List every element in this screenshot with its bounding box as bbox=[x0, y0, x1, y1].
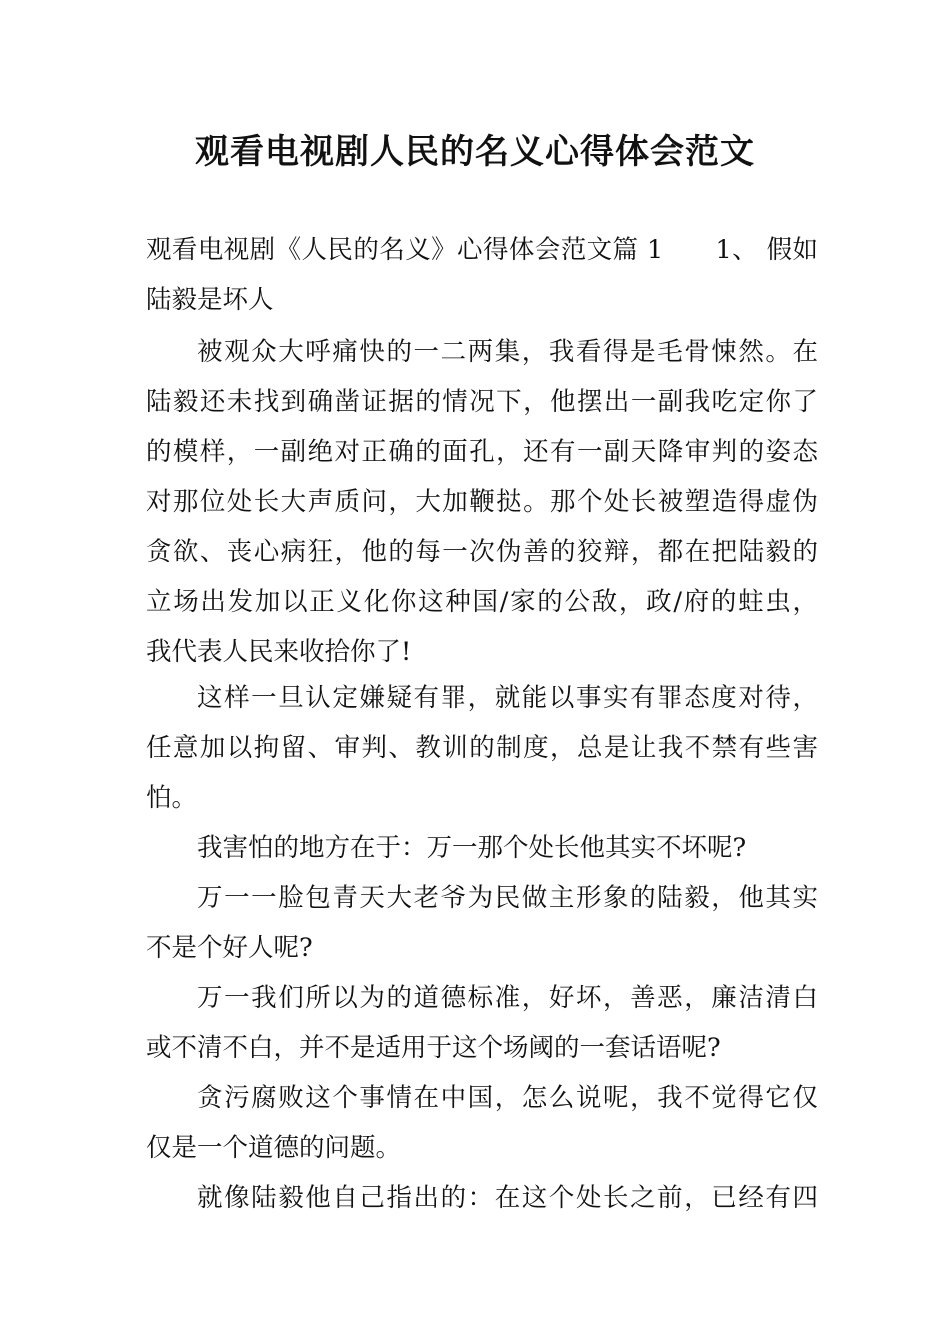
paragraph-line: 陆毅还未找到确凿证据的情况下，他摆出一副我吃定你了 bbox=[146, 387, 818, 417]
paragraph-line: 不是个好人呢? bbox=[146, 933, 313, 963]
paragraph-line: 立场出发加以正义化你这种国/家的公敌，政/府的蛀虫， bbox=[146, 587, 818, 617]
paragraph-line: 这样一旦认定嫌疑有罪，就能以事实有罪态度对待， bbox=[197, 683, 818, 713]
paragraph-line: 我代表人民来收拾你了! bbox=[146, 637, 412, 667]
heading-line: 陆毅是坏人 bbox=[146, 285, 274, 315]
paragraph-line: 贪污腐败这个事情在中国，怎么说呢，我不觉得它仅 bbox=[197, 1083, 818, 1113]
document-title: 观看电视剧人民的名义心得体会范文 bbox=[195, 132, 755, 172]
paragraph-line: 贪欲、丧心病狂，他的每一次伪善的狡辩，都在把陆毅的 bbox=[146, 537, 818, 567]
paragraph-line: 仅是一个道德的问题。 bbox=[146, 1133, 402, 1163]
paragraph-line: 我害怕的地方在于：万一那个处长他其实不坏呢? bbox=[197, 833, 747, 863]
paragraph-line: 就像陆毅他自己指出的：在这个处长之前，已经有四 bbox=[197, 1183, 818, 1213]
paragraph-line: 的模样，一副绝对正确的面孔，还有一副天降审判的姿态 bbox=[146, 437, 818, 467]
heading-line: 观看电视剧《人民的名义》心得体会范文篇 1 1、 假如 bbox=[146, 235, 818, 265]
paragraph-line: 怕。 bbox=[146, 783, 198, 813]
paragraph-line: 任意加以拘留、审判、教训的制度，总是让我不禁有些害 bbox=[146, 733, 818, 763]
paragraph-line: 对那位处长大声质问，大加鞭挞。那个处长被塑造得虚伪 bbox=[146, 487, 818, 517]
paragraph-line: 万一我们所以为的道德标准，好坏，善恶，廉洁清白 bbox=[197, 983, 818, 1013]
paragraph-line: 或不清不白，并不是适用于这个场阈的一套话语呢? bbox=[146, 1033, 721, 1063]
paragraph-line: 被观众大呼痛快的一二两集，我看得是毛骨悚然。在 bbox=[197, 337, 818, 367]
paragraph-line: 万一一脸包青天大老爷为民做主形象的陆毅，他其实 bbox=[197, 883, 818, 913]
